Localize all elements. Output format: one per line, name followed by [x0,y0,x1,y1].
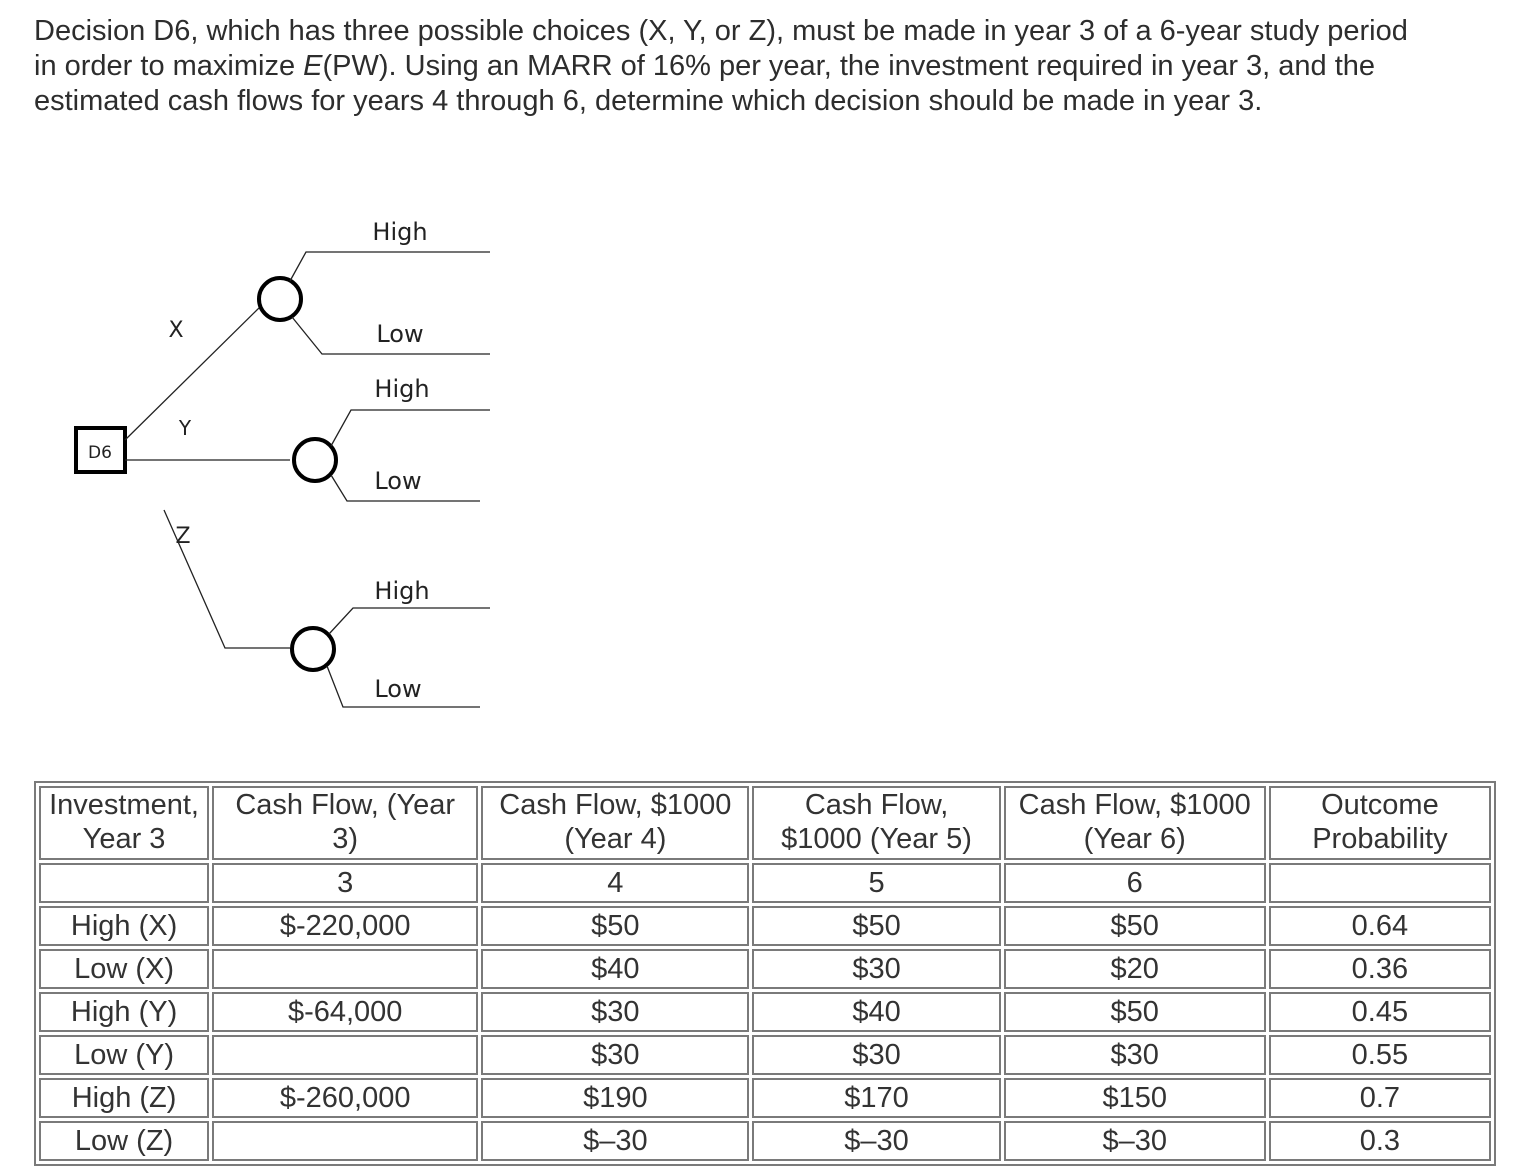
decision-tree [0,190,520,730]
cash-flow-year-6: $30 [1004,1035,1266,1075]
decision-node-label: D6 [88,443,112,463]
header-outcome-probability: Outcome Probability [1269,786,1491,860]
cash-flow-year-3 [212,949,478,989]
cash-flow-year-3 [212,1121,478,1161]
header-cash-flow-year-6: Cash Flow, $1000 (Year 6) [1004,786,1266,860]
table-row [39,1078,1491,1118]
outcome-y-high-label: High [374,375,430,403]
outcome-x-high-line [290,252,490,281]
row-label: High (Y) [39,992,209,1032]
cash-flow-year-5: $40 [752,992,1000,1032]
cash-flow-year-4: $30 [481,992,749,1032]
cash-flow-year-6: $50 [1004,906,1266,946]
problem-line-3: estimated cash flows for years 4 through 6, determine which decision should be made in year 3. [34,85,1263,117]
row-label: Low (Z) [39,1121,209,1161]
outcome-x-low-label: Low [376,320,424,348]
chance-node-z [292,628,334,670]
table-row [39,1035,1491,1075]
cash-flow-year-3 [212,1035,478,1075]
outcome-z-low-label: Low [374,675,422,703]
cash-flow-year-6: $50 [1004,992,1266,1032]
year-cell: 6 [1004,863,1266,903]
table-row [39,949,1491,989]
cash-flow-year-4: $190 [481,1078,749,1118]
table-row [39,906,1491,946]
outcome-z-high-line [329,608,490,634]
year-cell [1269,863,1491,903]
header-cash-flow-year-3: Cash Flow, (Year 3) [212,786,478,860]
cash-flow-year-6: $150 [1004,1078,1266,1118]
problem-line-2-end: (PW). Using an MARR of 16% per year, the investment required in year 3, and the [322,50,1376,82]
cash-flow-table [34,781,1496,1166]
outcome-probability: 0.45 [1269,992,1491,1032]
outcome-probability: 0.7 [1269,1078,1491,1118]
branch-z-label: Z [175,524,191,549]
chance-node-x [259,278,301,320]
cash-flow-year-4: $50 [481,906,749,946]
cash-flow-year-5: $–30 [752,1121,1000,1161]
cash-flow-year-3: $-220,000 [212,906,478,946]
cash-flow-year-4: $–30 [481,1121,749,1161]
cash-flow-year-5: $50 [752,906,1000,946]
header-investment: Investment, Year 3 [39,786,209,860]
problem-line-2 [34,50,1375,82]
problem-statement [34,14,1529,119]
table-row [39,1121,1491,1161]
year-number-row [39,863,1491,903]
cash-flow-year-5: $170 [752,1078,1000,1118]
row-label: High (X) [39,906,209,946]
problem-line-1: Decision D6, which has three possible choices (X, Y, or Z), must be made in year 3 of a 6-year study period [34,15,1408,47]
outcome-x-high-label: High [372,218,428,246]
problem-line-2-start: in order to maximize [34,50,304,82]
outcome-probability: 0.3 [1269,1121,1491,1161]
year-cell [39,863,209,903]
header-cash-flow-year-4: Cash Flow, $1000 (Year 4) [481,786,749,860]
row-label: Low (Y) [39,1035,209,1075]
cash-flow-year-3: $-64,000 [212,992,478,1032]
header-cash-flow-year-5: Cash Flow, $1000 (Year 5) [752,786,1000,860]
chance-node-y [294,439,336,481]
cash-flow-year-5: $30 [752,1035,1000,1075]
table-header-row [39,786,1491,860]
branch-x-line [125,305,262,440]
row-label: High (Z) [39,1078,209,1118]
cash-flow-year-3: $-260,000 [212,1078,478,1118]
cash-flow-year-4: $40 [481,949,749,989]
outcome-y-high-line [331,410,490,446]
outcome-z-high-label: High [374,577,430,605]
expected-value-symbol: E [303,50,323,82]
outcome-probability: 0.55 [1269,1035,1491,1075]
cash-flow-year-6: $–30 [1004,1121,1266,1161]
row-label: Low (X) [39,949,209,989]
year-cell: 5 [752,863,1000,903]
table-row [39,992,1491,1032]
cash-flow-year-5: $30 [752,949,1000,989]
outcome-y-low-label: Low [374,467,422,495]
outcome-probability: 0.64 [1269,906,1491,946]
cash-flow-year-6: $20 [1004,949,1266,989]
branch-x-label: X [168,318,184,343]
year-cell: 4 [481,863,749,903]
year-cell: 3 [212,863,478,903]
outcome-probability: 0.36 [1269,949,1491,989]
cash-flow-year-4: $30 [481,1035,749,1075]
branch-y-label: Y [178,416,192,440]
